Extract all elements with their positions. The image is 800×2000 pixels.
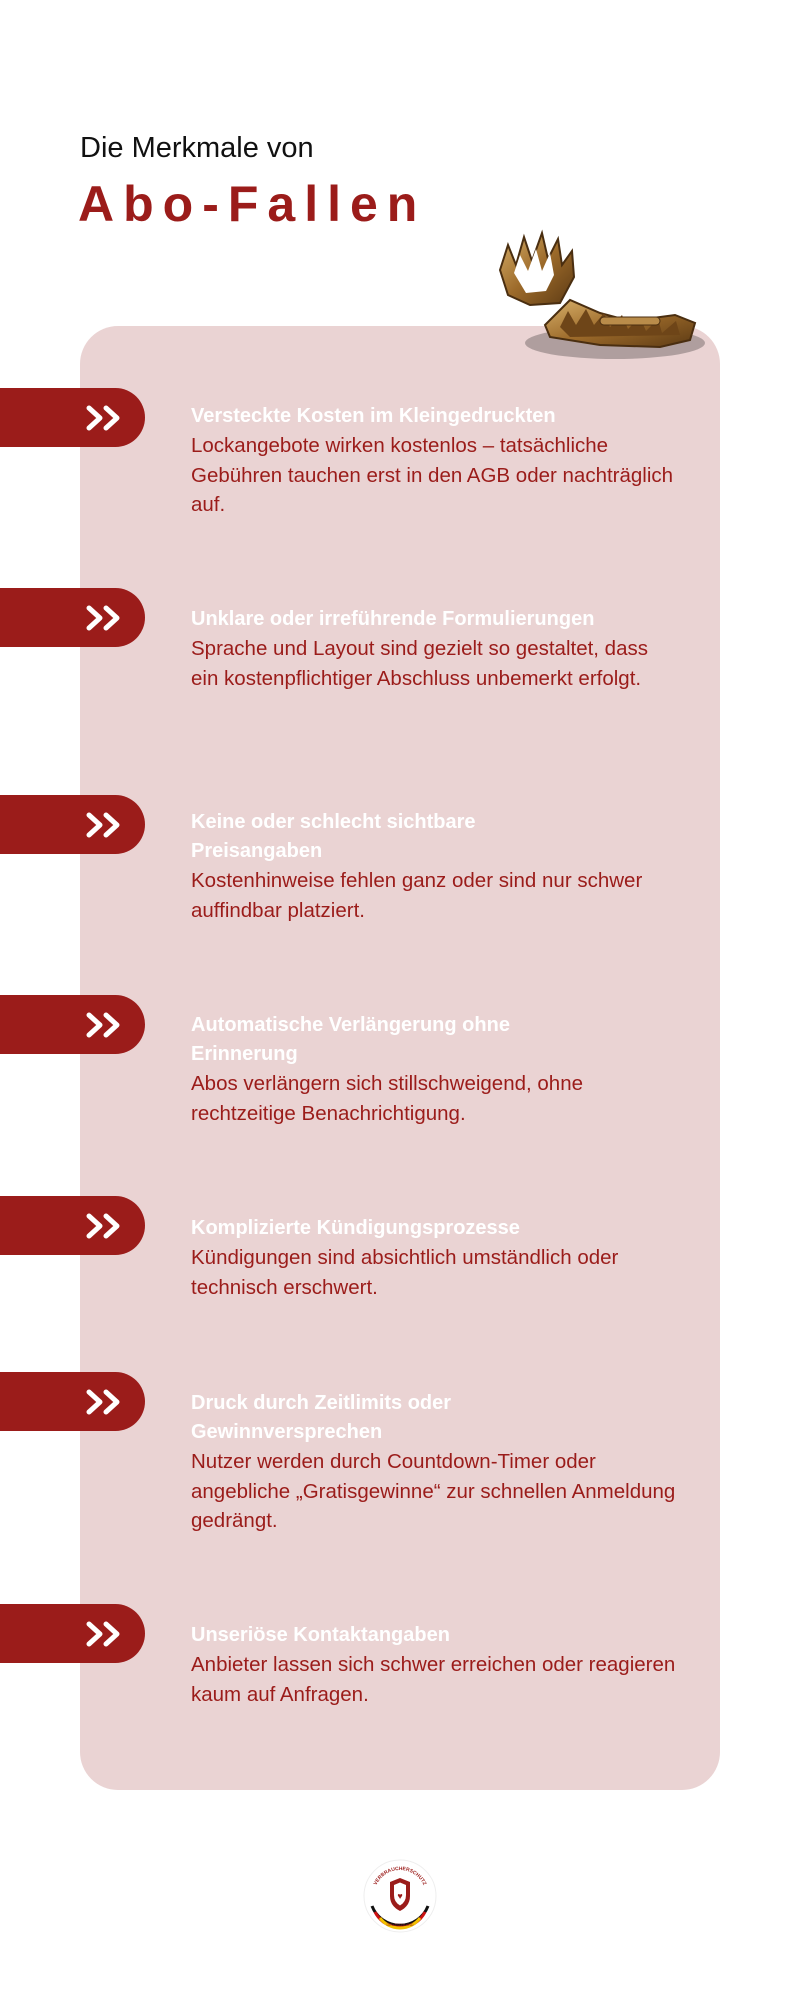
svg-text:DEUTSCHLAND: DEUTSCHLAND (386, 1923, 414, 1927)
bear-trap-icon (490, 225, 715, 370)
item-desc-1: Lockangebote wirken kostenlos – tatsächliche Gebühren tauchen erst in den AGB oder nachträglich auf. (191, 434, 674, 516)
double-chevron-right-icon (86, 1012, 124, 1038)
item-marker-2 (0, 588, 145, 647)
item-desc-2: Sprache und Layout sind gezielt so gestaltet, dass ein kostenpflichtiger Abschluss unbemerkt erfolgt. (191, 637, 648, 690)
double-chevron-right-icon (86, 1621, 124, 1647)
double-chevron-right-icon (86, 1389, 124, 1415)
item-desc-7: Anbieter lassen sich schwer erreichen oder reagieren kaum auf Anfragen. (191, 1653, 676, 1706)
double-chevron-right-icon (86, 405, 124, 431)
shield-logo (362, 1858, 438, 1934)
item-marker-1 (0, 388, 145, 447)
svg-text:VERBRAUCHERSCHUTZ: VERBRAUCHERSCHUTZ (372, 1865, 428, 1887)
item-marker-7 (0, 1604, 145, 1663)
item-desc-5: Kündigungen sind absichtlich umständlich oder technisch erschwert. (191, 1246, 619, 1299)
item-title-2: Unklare oder irreführende Formulierungen (191, 608, 595, 630)
double-chevron-right-icon (86, 605, 124, 631)
item-title-1: Versteckte Kosten im Kleingedruckten (191, 405, 556, 427)
page-title: Abo-Fallen (78, 176, 427, 232)
double-chevron-right-icon (86, 1213, 124, 1239)
item-desc-4: Abos verlängern sich stillschweigend, ohne rechtzeitige Benachrichtigung. (191, 1072, 584, 1125)
double-chevron-right-icon (86, 812, 124, 838)
page-subtitle: Die Merkmale von (80, 132, 314, 164)
item-marker-5 (0, 1196, 145, 1255)
item-title-4: Automatische Verlängerung ohne Erinnerung (191, 1014, 510, 1065)
item-marker-6 (0, 1372, 145, 1431)
item-marker-4 (0, 995, 145, 1054)
item-title-3: Keine oder schlecht sichtbare Preisangaben (191, 811, 476, 862)
item-title-6: Druck durch Zeitlimits oder Gewinnversprechen (191, 1392, 452, 1443)
svg-text:♥: ♥ (397, 1891, 403, 1901)
item-title-5: Komplizierte Kündigungsprozesse (191, 1217, 520, 1239)
item-desc-6: Nutzer werden durch Countdown-Timer oder angebliche „Gratisgewinne“ zur schnellen Anmeldung gedrängt. (191, 1450, 676, 1532)
item-desc-3: Kostenhinweise fehlen ganz oder sind nur schwer auffindbar platziert. (191, 869, 643, 922)
item-marker-3 (0, 795, 145, 854)
item-title-7: Unseriöse Kontaktangaben (191, 1624, 450, 1646)
